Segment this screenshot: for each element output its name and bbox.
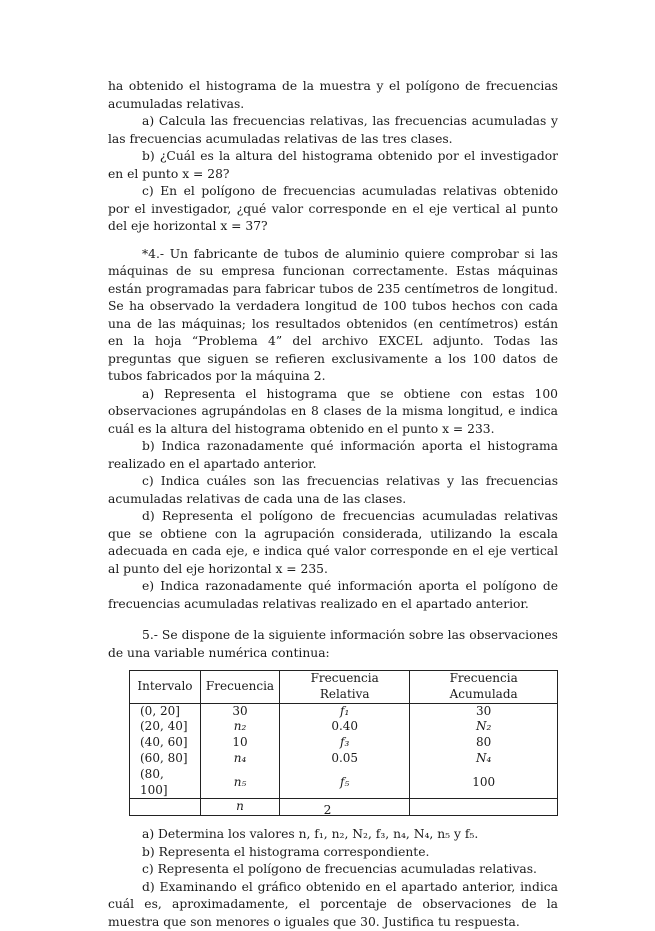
prev-item-c: c) En el polígono de frecuencias acumuladas relativas obtenido por el investigador, ¿qué valor corresponde en el eje vertical al punto del eje horizontal x = 37? [108,184,558,233]
frequency-table [129,670,558,816]
problem5-item-a: a) Determina los valores n, f₁, n₂, N₂, f₃, n₄, N₄, n₅ y f₅. [142,827,479,842]
cell-frecuencia: 10 [200,735,279,751]
cell-intervalo: (0, 20] [130,703,201,719]
problem4-item-d: d) Representa el polígono de frecuencias acumuladas relativas que se obtiene con la agrupación considerada, utilizando la escala adecuada en cada eje, e indica qué valor corresponde en el eje vertical al punto del eje horizontal x = 235. [108,509,558,576]
header-frecuencia: Frecuencia [200,671,279,704]
table-row [130,703,558,719]
cell-intervalo: (60, 80] [130,751,201,767]
header-frecuencia-relativa: Frecuencia Relativa [280,671,410,704]
prev-item-b: b) ¿Cuál es la altura del histograma obtenido por el investigador en el punto x = 28? [108,149,558,181]
problem5-statement: 5.- Se dispone de la siguiente información sobre las observaciones de una variable numérica continua: [108,628,558,660]
table-header-row [130,671,558,704]
cell-frecuencia-relativa: 0.40 [280,719,410,735]
prev-item-a: a) Calcula las frecuencias relativas, las frecuencias acumuladas y las frecuencias acumuladas relativas de las tres clases. [108,114,558,146]
cell-frecuencia-relativa: f₃ [280,735,410,751]
page-number: 2 [323,803,332,817]
problem4-statement: *4.- Un fabricante de tubos de aluminio quiere comprobar si las máquinas de su empresa funcionan correctamente. Estas máquinas están programadas para fabricar tubos de 235 centímetros de longitud. Se ha observado la verdadera longitud de 100 tubos hechos con cada una de las máquinas; los resultados obtenidos (en centímetros) están en la hoja “Problema 4” del archivo EXCEL adjunto. Todas las preguntas que siguen se refieren exclusivamente a los 100 datos de tubos fabricados por la máquina 2. [108,246,558,383]
header-frecuencia-acumulada: Frecuencia Acumulada [410,671,558,704]
table-row [130,767,558,799]
cell-frecuencia-acumulada: 30 [410,703,558,719]
cell-frecuencia: n₅ [200,767,279,799]
table-row [130,719,558,735]
cell-intervalo: (80, 100] [130,767,201,799]
problem5-item-d: d) Examinando el gráfico obtenido en el apartado anterior, indica cuál es, aproximadamente, el porcentaje de observaciones de la muestra que son menores o iguales que 30. Justifica tu respuesta. [108,879,558,929]
problem5-item-b: b) Representa el histograma correspondiente. [142,844,430,859]
cell-frecuencia-relativa: 0.05 [280,751,410,767]
problem4-item-e: e) Indica razonadamente qué información aporta el polígono de frecuencias acumuladas relativas realizado en el apartado anterior. [108,579,558,611]
cell-frecuencia: 30 [200,703,279,719]
problem4-item-a: a) Representa el histograma que se obtiene con estas 100 observaciones agrupándolas en 8 clases de la misma longitud, e indica cuál es la altura del histograma obtenido en el punto x = 233. [108,386,558,436]
problem5-item-c: c) Representa el polígono de frecuencias acumuladas relativas. [142,862,537,877]
problem4-item-c: c) Indica cuáles son las frecuencias relativas y las frecuencias acumuladas relativas de cada una de las clases. [108,474,558,506]
cell-intervalo: (20, 40] [130,719,201,735]
cell-frecuencia: n₄ [200,751,279,767]
table-row [130,735,558,751]
cell-total-n: n [200,799,279,816]
cell-frecuencia-acumulada: N₂ [410,719,558,735]
cell-intervalo: (40, 60] [130,735,201,751]
cell-frecuencia: n₂ [200,719,279,735]
header-intervalo: Intervalo [130,671,201,704]
cell-frecuencia-relativa: f₅ [280,767,410,799]
cell-frecuencia-acumulada: 80 [410,735,558,751]
intro-paragraph: ha obtenido el histograma de la muestra y el polígono de frecuencias acumuladas relativas. [108,79,558,111]
cell-frecuencia-relativa: f₁ [280,703,410,719]
problem4-item-b: b) Indica razonadamente qué información aporta el histograma realizado en el apartado anterior. [108,439,558,471]
cell-frecuencia-acumulada: N₄ [410,751,558,767]
cell-frecuencia-acumulada: 100 [410,767,558,799]
table-row [130,751,558,767]
